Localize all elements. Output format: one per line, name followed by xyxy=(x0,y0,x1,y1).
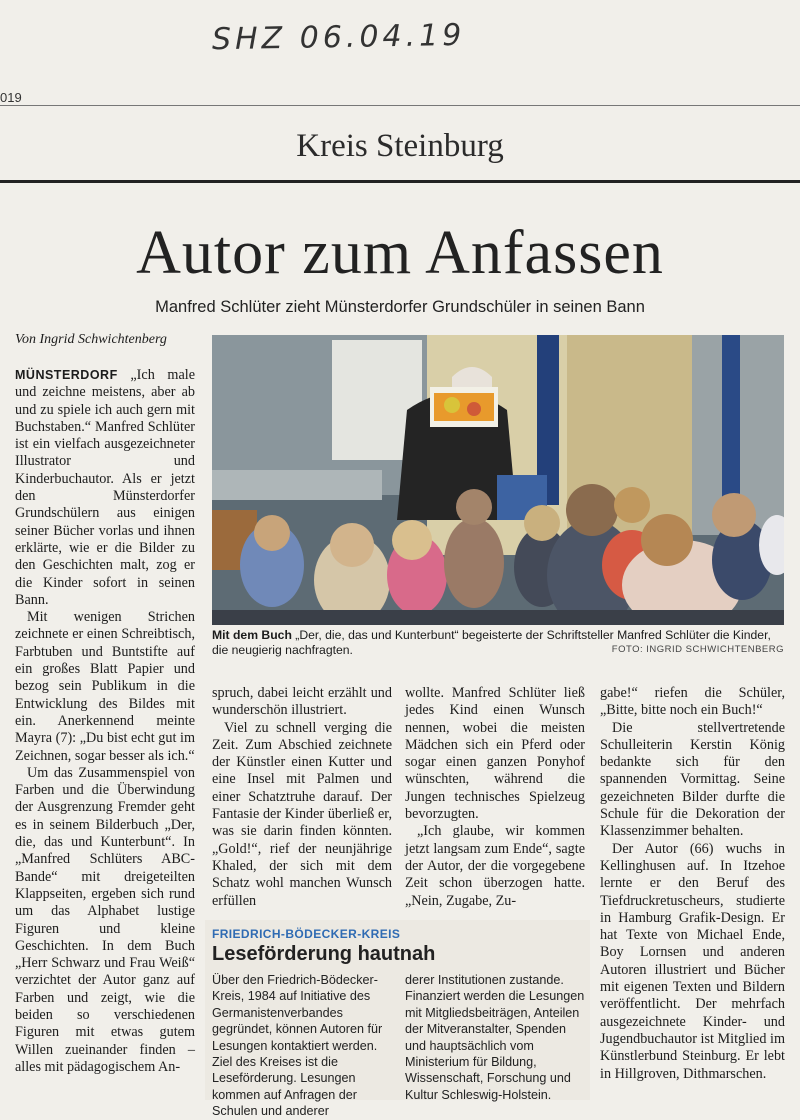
article-column-3 xyxy=(405,685,585,910)
paragraph: wollte. Manfred Schlüter ließ jedes Kind einen Wunsch nennen, wobei die meisten Mädchen sich ein Pferd oder sogar einen ganzen Ponyhof wünschten, während die Jungen technisches Spielzeug bevorzugten. xyxy=(405,685,585,823)
article-column-2 xyxy=(212,685,392,910)
section-title: Kreis Steinburg xyxy=(296,128,504,164)
paragraph: spruch, dabei leicht erzählt und wunderschön illustriert. xyxy=(212,685,392,719)
infobox-column-left xyxy=(212,972,392,1120)
handwritten-date-note: SHZ 06.04.19 xyxy=(211,17,466,58)
paragraph: MÜNSTERDORF „Ich male und zeichne meistens, aber ab und zu spiele ich auch gern mit Buchstaben.“ Manfred Schlüter ist ein vielfach ausgezeichneter Illustrator und Kinderbuchautor. Als er jetzt den Münsterdorfer Grundschülern aus einigen seiner Bücher vorlas und ihnen erklärte, wie er die Bilder zu den Geschichten malt, zog er die Kinder sofort in seinen Bann. xyxy=(15,367,196,608)
caption-text: „Der, die, das und Kunterbunt“ begeisterte der Schriftsteller Manfred Schlüter die Kinder, die neugierig nachfragten. xyxy=(212,628,771,657)
header-rule-bottom xyxy=(0,180,800,183)
paragraph: gabe!“ riefen die Schüler, „Bitte, bitte noch ein Buch!“ xyxy=(600,685,785,719)
paragraph: Der Autor (66) wuchs in Kellinghusen auf. In Itzehoe lernte er den Beruf des Tiefdruckretuscheurs, studierte in Hamburg Grafik-Design. Er hat Texte von Michael Ende, Boy Lornsen und anderen Autoren illustriert und Bücher mit eigenen Texten und Bildern veröffentlicht. Der mehrfach ausgezeichnete Kinder- und Jugendbuchautor ist Mitglied im Künstlerbund Steinburg. Er lebt in Hillgroven, Dithmarschen. xyxy=(600,840,785,1082)
infobox-kicker: FRIEDRICH-BÖDECKER-KREIS xyxy=(212,927,401,941)
paragraph: Über den Friedrich-Bödecker-Kreis, 1984 auf Initiative des Germanistenverbandes gegründet, können Autoren für Lesungen kontaktiert werden. Ziel des Kreises ist die Leseförderung. Lesungen kommen auf Anfragen der Schulen und anderer xyxy=(212,973,383,1119)
paragraph: Viel zu schnell verging die Zeit. Zum Abschied zeichnete der Künstler einen Kutter und eine Insel mit Palmen und einer Schatztruhe darauf. Der Fantasie der Kinder überließ er, was sie darin finden könnten. „Gold!“, rief der neunjährige Khaled, der sich mit dem Schatz wohl manchen Wunsch erfüllen xyxy=(212,719,392,909)
article-column-4 xyxy=(600,685,785,1083)
caption-lead: Mit dem Buch xyxy=(212,628,292,642)
article-column-1 xyxy=(15,367,195,1076)
header-rule-top xyxy=(0,105,800,106)
paragraph: Die stellvertretende Schulleiterin Kerstin König bedankte sich für den spannenden Vormittag. Seine gezeichneten Bilder durfte die Schule für die Dekoration der Klassenzimmer behalten. xyxy=(600,719,785,840)
photo-credit: FOTO: INGRID SCHWICHTENBERG xyxy=(611,644,784,655)
infobox-column-right xyxy=(405,972,585,1103)
paragraph: Um das Zusammenspiel von Farben und die Überwindung der Ausgrenzung Fremder geht es in seinem Bilderbuch „Der, die, das und Kunterbunt“. In „Manfred Schlüters ABC-Bande“ mit dreigeteilten Klappseiten, ergeben sich rund um das Alphabet lustige Figuren und kleine Geschichten. In dem Buch „Herr Schwarz und Frau Weiß“ verzichtet der Autor ganz auf Farben und zeigt, wie die beiden so verschiedenen Figuren mit etwas gutem Willen zueinander finden – alles mit pädagogischem An- xyxy=(15,764,195,1075)
dateline: MÜNSTERDORF xyxy=(15,368,118,382)
page-number: 019 xyxy=(0,90,22,105)
paragraph: Mit wenigen Strichen zeichnete er einen Schreibtisch, Farbtuben und Buntstifte auf ein großes Blatt Papier und bezog sein Publikum in die Entwicklung des Bildes mit ein. Anerkennend meinte Mayra (7): „Du bist echt gut im Zeichnen, sogar besser als ich.“ xyxy=(15,609,195,764)
paragraph: derer Institutionen zustande. Finanziert werden die Lesungen mit Mitgliedsbeiträgen, Anteilen der Mitveranstalter, Spenden und hauptsächlich vom Ministerium für Bildung, Wissenschaft, Forschung und Kultur Schleswig-Holstein. xyxy=(405,973,585,1102)
article-headline: Autor zum Anfassen xyxy=(136,219,664,287)
paragraph: „Ich glaube, wir kommen jetzt langsam zum Ende“, sagte der Autor, der die vorgegebene Zeit schon überzogen hatte. „Nein, Zugabe, Zu- xyxy=(405,823,585,909)
article-byline: Von Ingrid Schwichtenberg xyxy=(15,332,167,347)
article-subheadline: Manfred Schlüter zieht Münsterdorfer Grundschüler in seinen Bann xyxy=(155,298,645,316)
infobox-title: Leseförderung hautnah xyxy=(212,943,436,965)
article-photo xyxy=(212,335,784,625)
